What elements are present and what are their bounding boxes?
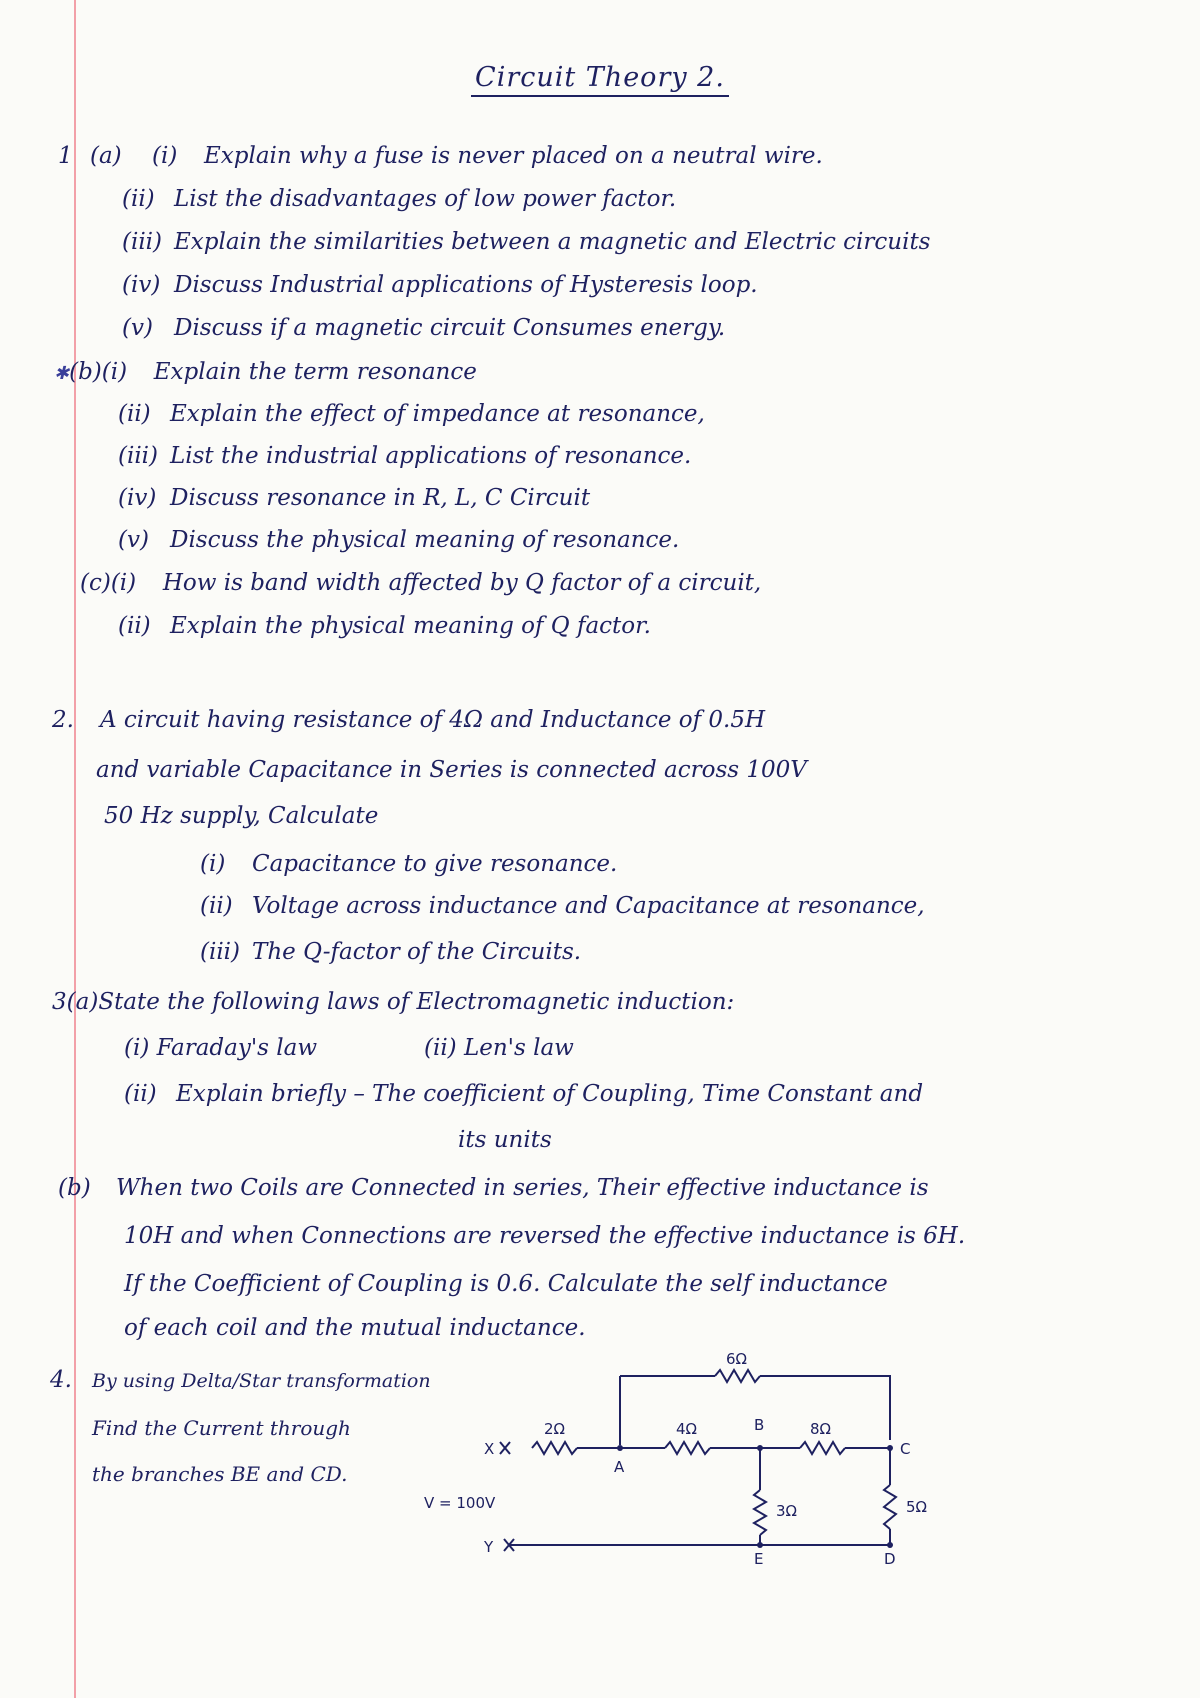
q2-line-2: and variable Capacitance in Series is connected across 100V <box>96 757 807 783</box>
q2-item-1: (i) Capacitance to give resonance. <box>200 851 618 877</box>
q3b-line-3: If the Coefficient of Coupling is 0.6. Calculate the self inductance <box>124 1271 888 1297</box>
node-a-label: A <box>614 1458 625 1476</box>
label-6ohm: 6Ω <box>726 1350 748 1368</box>
q2-item-3: (iii) The Q-factor of the Circuits. <box>200 939 582 965</box>
q4-line-3: the branches BE and CD. <box>92 1462 348 1486</box>
resistor-8ohm <box>800 1442 845 1454</box>
terminal-x-mark <box>500 1442 510 1454</box>
node-c-dot <box>887 1445 893 1451</box>
q1c-item-1: (c)(i) How is band width affected by Q factor of a circuit, <box>80 570 762 596</box>
q4-line-2: Find the Current through <box>92 1416 351 1440</box>
label-2ohm: 2Ω <box>544 1420 566 1438</box>
node-e-dot <box>757 1542 763 1548</box>
q2-line-3: 50 Hz supply, Calculate <box>104 803 379 829</box>
page-title: Circuit Theory 2. <box>0 62 1200 97</box>
resistor-6ohm <box>715 1370 760 1382</box>
q1b-item-4: (iv) Discuss resonance in R, L, C Circuit <box>118 485 591 511</box>
q2-line-1: 2. A circuit having resistance of 4Ω and Inductance of 0.5H <box>52 707 766 733</box>
q3-laws: (i) Faraday's law (ii) Len's law <box>124 1035 574 1061</box>
q1b-item-2: (ii) Explain the effect of impedance at resonance, <box>118 401 705 427</box>
q3b-line-1: (b) When two Coils are Connected in series, Their effective inductance is <box>58 1175 929 1201</box>
node-d-label: D <box>884 1550 896 1568</box>
q4-line-1: 4. By using Delta/Star transformation <box>50 1367 431 1393</box>
resistor-5ohm <box>884 1485 896 1529</box>
label-4ohm: 4Ω <box>676 1420 698 1438</box>
label-8ohm: 8Ω <box>810 1420 832 1438</box>
label-5ohm: 5Ω <box>906 1498 928 1516</box>
q1c-item-2: (ii) Explain the physical meaning of Q factor. <box>118 613 651 639</box>
q1a-item-3: (iii) Explain the similarities between a magnetic and Electric circuits <box>122 229 931 255</box>
resistor-3ohm <box>754 1490 766 1535</box>
q3b-line-4: of each coil and the mutual inductance. <box>124 1315 586 1341</box>
resistor-4ohm <box>665 1442 710 1454</box>
q1b-item-5: (v) Discuss the physical meaning of resonance. <box>118 527 680 553</box>
node-e-label: E <box>754 1550 764 1568</box>
q2-item-2: (ii) Voltage across inductance and Capacitance at resonance, <box>200 893 925 919</box>
resistor-2ohm <box>532 1442 577 1454</box>
node-x-label: X <box>484 1440 495 1458</box>
label-source: V = 100V <box>424 1494 496 1512</box>
node-b-dot <box>757 1445 763 1451</box>
q1b-item-1: ✱(b)(i) Explain the term resonance <box>54 359 477 385</box>
q3-explain-line-2: its units <box>458 1127 552 1153</box>
circuit-diagram <box>424 1340 940 1568</box>
q1a-item-5: (v) Discuss if a magnetic circuit Consumes energy. <box>122 315 726 341</box>
q3-explain-line-1: (ii) Explain briefly – The coefficient of Coupling, Time Constant and <box>124 1081 924 1107</box>
q3b-line-2: 10H and when Connections are reversed the effective inductance is 6H. <box>124 1223 966 1249</box>
star-icon: ✱ <box>54 363 70 384</box>
q1a-item-4: (iv) Discuss Industrial applications of Hysteresis loop. <box>122 272 758 298</box>
node-c-label: C <box>900 1440 911 1458</box>
notebook-margin-line <box>74 0 76 1698</box>
q1a-item-1: 1 (a) (i) Explain why a fuse is never placed on a neutral wire. <box>58 143 823 169</box>
node-d-dot <box>887 1542 893 1548</box>
q3a-line: 3(a)State the following laws of Electromagnetic induction: <box>52 989 735 1015</box>
node-y-label: Y <box>484 1538 494 1556</box>
label-3ohm: 3Ω <box>776 1502 798 1520</box>
node-a-dot <box>617 1445 623 1451</box>
q1a-item-2: (ii) List the disadvantages of low power factor. <box>122 186 677 212</box>
q1b-item-3: (iii) List the industrial applications of resonance. <box>118 443 692 469</box>
node-b-label: B <box>754 1416 765 1434</box>
